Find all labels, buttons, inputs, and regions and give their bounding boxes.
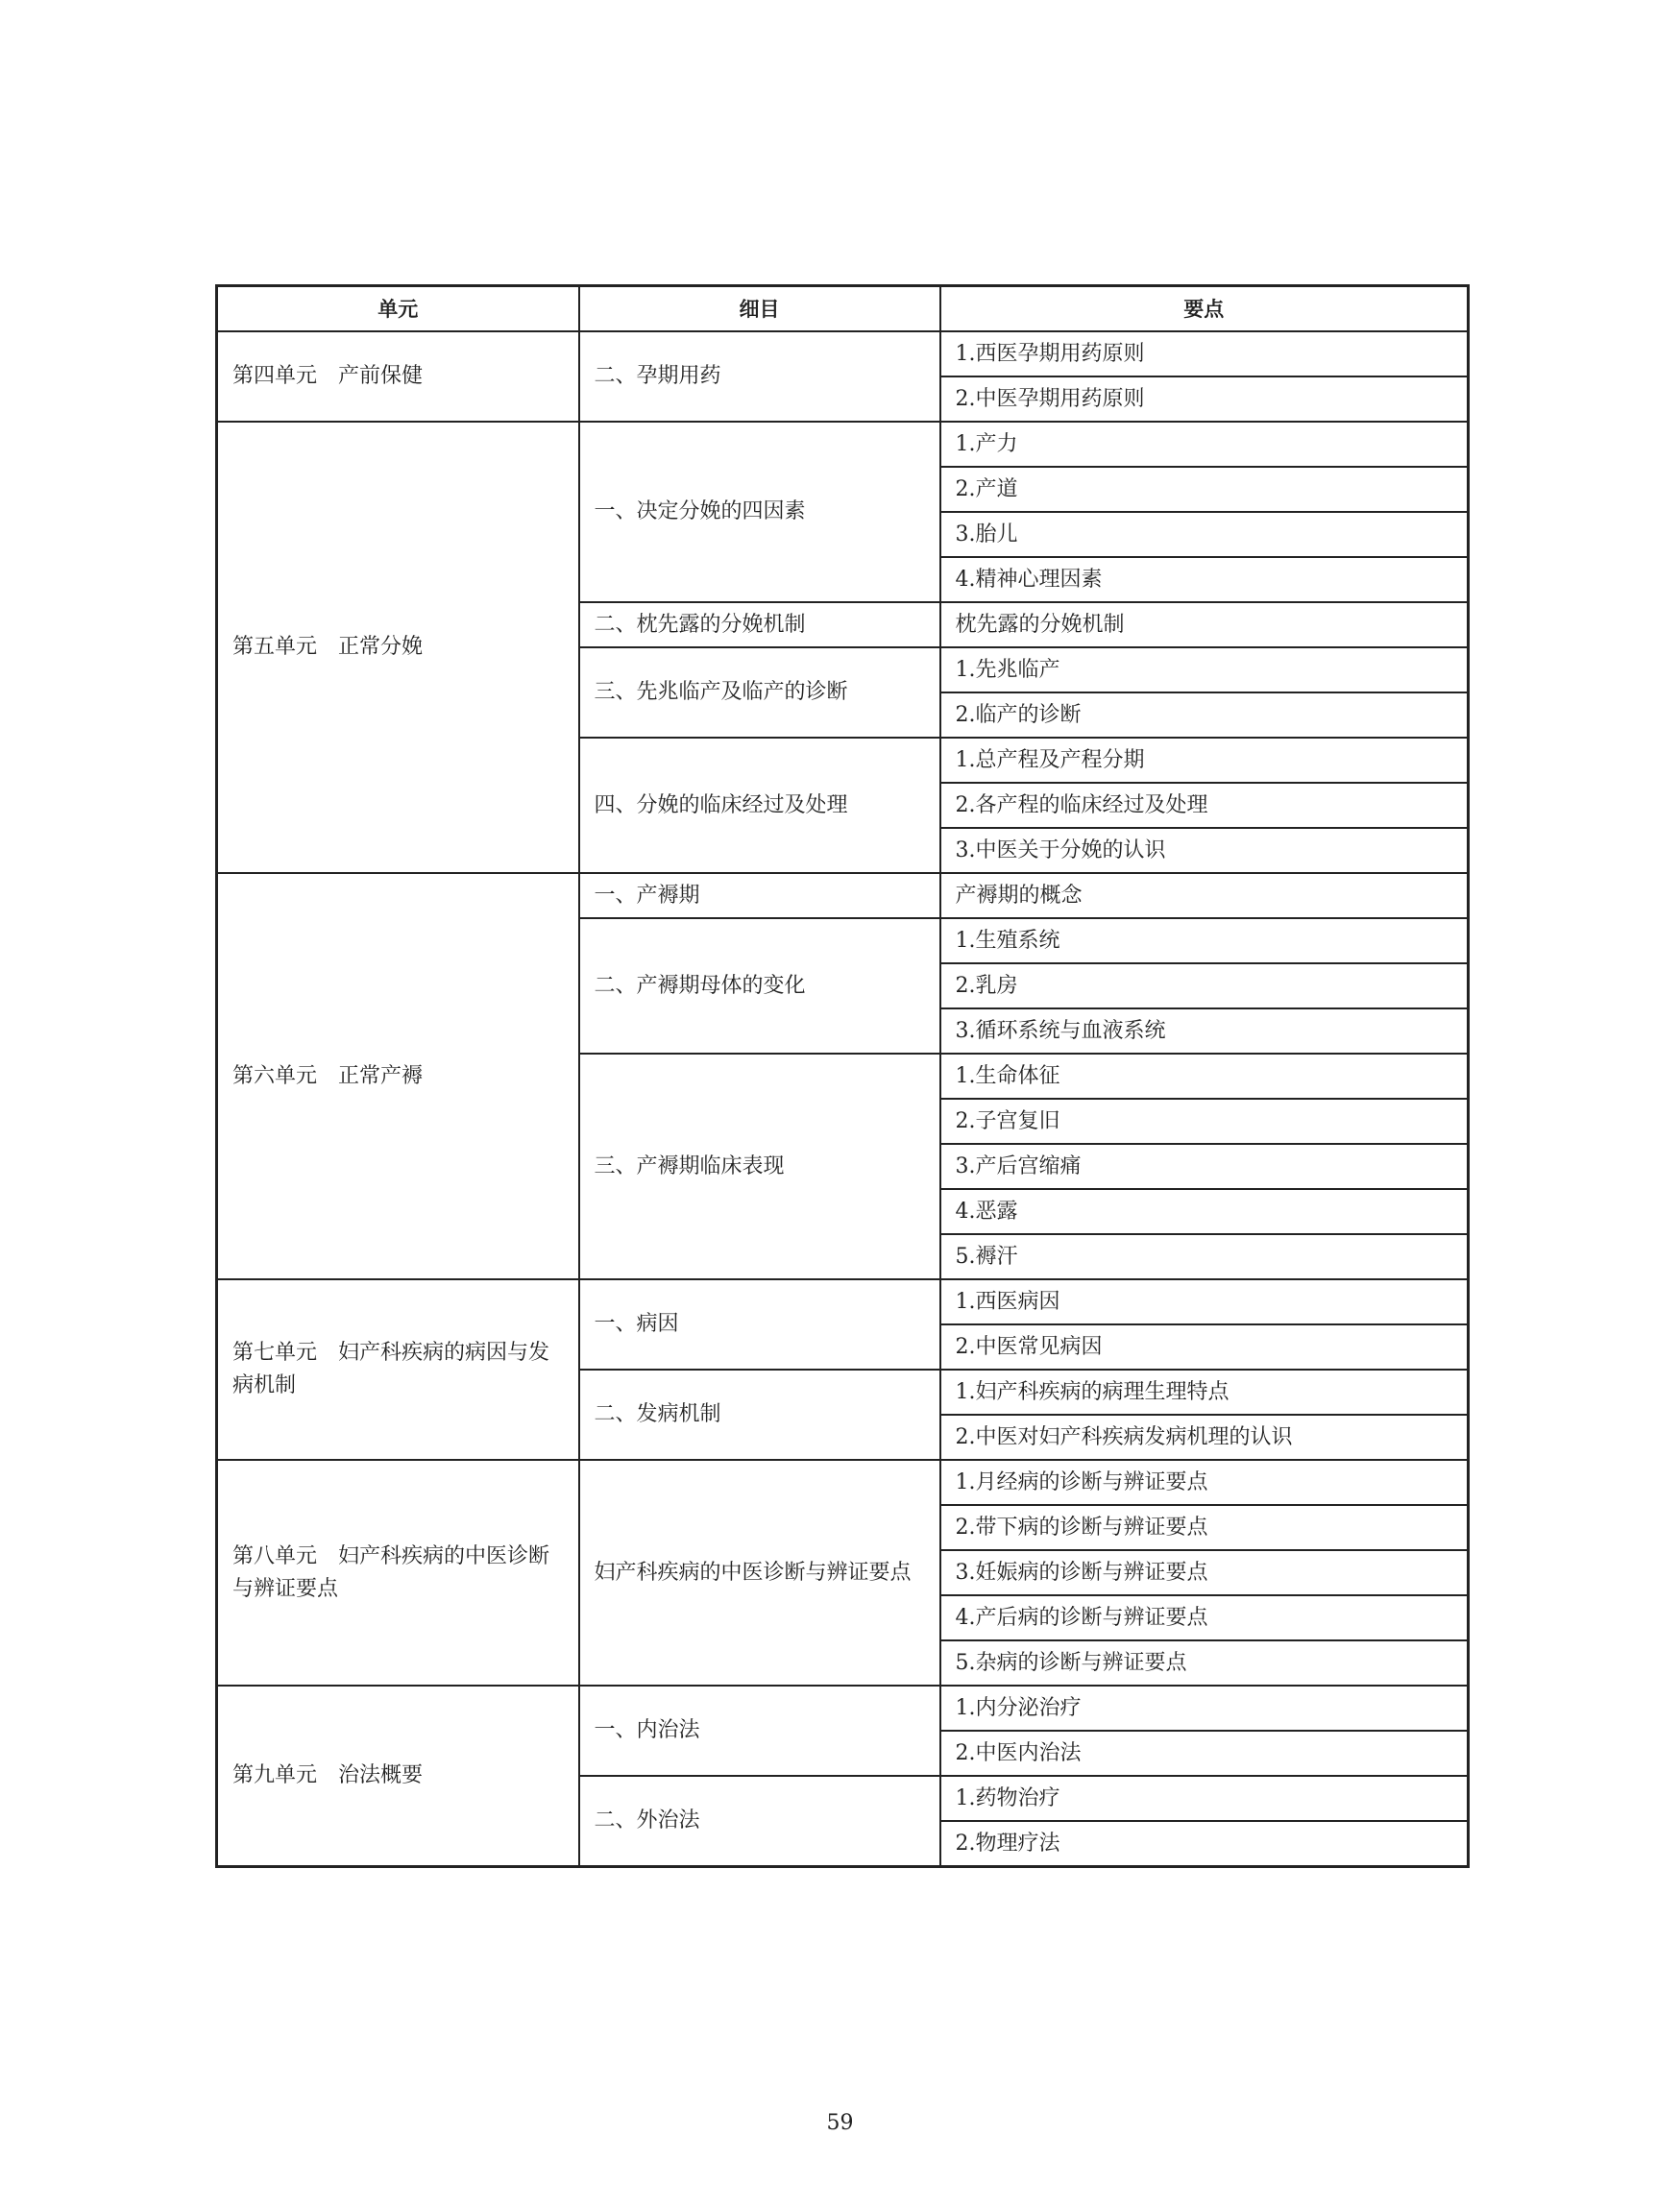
syllabus-table bbox=[215, 284, 1470, 1868]
detail-cell: 二、产褥期母体的变化 bbox=[579, 918, 940, 1054]
unit-cell: 第五单元 正常分娩 bbox=[217, 422, 579, 873]
point-cell: 2.临产的诊断 bbox=[940, 692, 1469, 738]
point-cell: 4.恶露 bbox=[940, 1189, 1469, 1234]
table-row bbox=[217, 1686, 1469, 1731]
header-points: 要点 bbox=[940, 286, 1469, 332]
point-cell: 2.带下病的诊断与辨证要点 bbox=[940, 1505, 1469, 1550]
point-cell: 5.褥汗 bbox=[940, 1234, 1469, 1279]
point-cell: 枕先露的分娩机制 bbox=[940, 602, 1469, 647]
unit-cell: 第四单元 产前保健 bbox=[217, 331, 579, 422]
table-row bbox=[217, 422, 1469, 467]
point-cell: 1.总产程及产程分期 bbox=[940, 738, 1469, 783]
unit-cell: 第九单元 治法概要 bbox=[217, 1686, 579, 1867]
point-cell: 2.物理疗法 bbox=[940, 1821, 1469, 1867]
page-number: 59 bbox=[826, 2111, 854, 2135]
point-cell: 1.产力 bbox=[940, 422, 1469, 467]
point-cell: 2.中医常见病因 bbox=[940, 1324, 1469, 1370]
point-cell: 2.中医对妇产科疾病发病机理的认识 bbox=[940, 1415, 1469, 1460]
header-unit: 单元 bbox=[217, 286, 579, 332]
point-cell: 2.中医内治法 bbox=[940, 1731, 1469, 1776]
point-cell: 3.胎儿 bbox=[940, 512, 1469, 557]
detail-cell: 三、产褥期临床表现 bbox=[579, 1054, 940, 1279]
unit-cell: 第六单元 正常产褥 bbox=[217, 873, 579, 1279]
point-cell: 1.先兆临产 bbox=[940, 647, 1469, 692]
table-row bbox=[217, 1279, 1469, 1324]
detail-cell: 一、内治法 bbox=[579, 1686, 940, 1776]
table-row bbox=[217, 873, 1469, 918]
point-cell: 2.乳房 bbox=[940, 963, 1469, 1008]
table-body bbox=[217, 331, 1469, 1867]
table-header-row bbox=[217, 286, 1469, 332]
detail-cell: 二、枕先露的分娩机制 bbox=[579, 602, 940, 647]
unit-cell: 第八单元 妇产科疾病的中医诊断与辨证要点 bbox=[217, 1460, 579, 1686]
point-cell: 3.循环系统与血液系统 bbox=[940, 1008, 1469, 1054]
detail-cell: 三、先兆临产及临产的诊断 bbox=[579, 647, 940, 738]
detail-cell: 妇产科疾病的中医诊断与辨证要点 bbox=[579, 1460, 940, 1686]
point-cell: 1.妇产科疾病的病理生理特点 bbox=[940, 1370, 1469, 1415]
point-cell: 3.产后宫缩痛 bbox=[940, 1144, 1469, 1189]
point-cell: 2.产道 bbox=[940, 467, 1469, 512]
detail-cell: 一、决定分娩的四因素 bbox=[579, 422, 940, 602]
point-cell: 1.西医病因 bbox=[940, 1279, 1469, 1324]
header-detail: 细目 bbox=[579, 286, 940, 332]
point-cell: 产褥期的概念 bbox=[940, 873, 1469, 918]
table-row bbox=[217, 331, 1469, 376]
detail-cell: 一、病因 bbox=[579, 1279, 940, 1370]
point-cell: 3.中医关于分娩的认识 bbox=[940, 828, 1469, 873]
detail-cell: 二、孕期用药 bbox=[579, 331, 940, 422]
unit-cell: 第七单元 妇产科疾病的病因与发病机制 bbox=[217, 1279, 579, 1460]
table-row bbox=[217, 1460, 1469, 1505]
detail-cell: 二、外治法 bbox=[579, 1776, 940, 1867]
detail-cell: 一、产褥期 bbox=[579, 873, 940, 918]
point-cell: 3.妊娠病的诊断与辨证要点 bbox=[940, 1550, 1469, 1595]
point-cell: 5.杂病的诊断与辨证要点 bbox=[940, 1640, 1469, 1686]
point-cell: 1.月经病的诊断与辨证要点 bbox=[940, 1460, 1469, 1505]
point-cell: 1.西医孕期用药原则 bbox=[940, 331, 1469, 376]
point-cell: 1.药物治疗 bbox=[940, 1776, 1469, 1821]
detail-cell: 二、发病机制 bbox=[579, 1370, 940, 1460]
point-cell: 1.生殖系统 bbox=[940, 918, 1469, 963]
point-cell: 2.子宫复旧 bbox=[940, 1099, 1469, 1144]
point-cell: 2.中医孕期用药原则 bbox=[940, 376, 1469, 422]
point-cell: 1.生命体征 bbox=[940, 1054, 1469, 1099]
point-cell: 2.各产程的临床经过及处理 bbox=[940, 783, 1469, 828]
detail-cell: 四、分娩的临床经过及处理 bbox=[579, 738, 940, 873]
point-cell: 4.精神心理因素 bbox=[940, 557, 1469, 602]
point-cell: 4.产后病的诊断与辨证要点 bbox=[940, 1595, 1469, 1640]
point-cell: 1.内分泌治疗 bbox=[940, 1686, 1469, 1731]
